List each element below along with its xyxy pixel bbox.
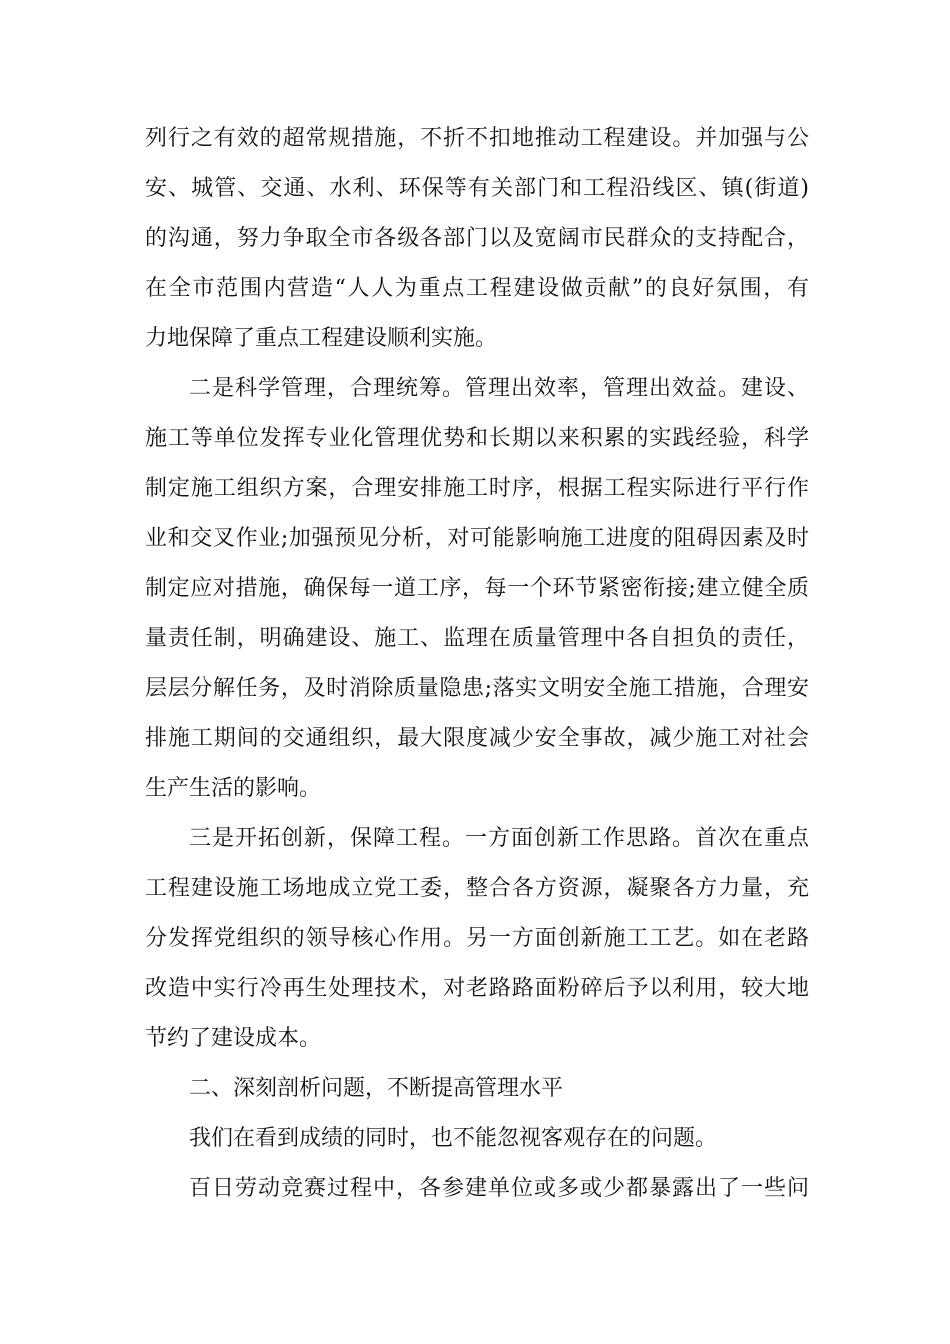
heading-text: 二、深刻剖析问题，不断提高管理水平: [189, 1076, 564, 1101]
text-line: 排施工期间的交通组织，最大限度减少安全事故，减少施工对社会: [145, 726, 809, 751]
paragraph-1: [145, 126, 809, 376]
text-line: 二是科学管理，合理统筹。管理出效率，管理出效益。建设、: [189, 376, 809, 401]
paragraph-2: [145, 376, 809, 826]
text-line: 力地保障了重点工程建设顺利实施。: [145, 326, 498, 351]
text-line: 业和交叉作业;加强预见分析，对可能影响施工进度的阻碍因素及时: [145, 526, 809, 551]
text-line: 列行之有效的超常规措施，不折不扣地推动工程建设。并加强与公: [145, 126, 809, 151]
text-line: 安、城管、交通、水利、环保等有关部门和工程沿线区、镇(街道): [145, 176, 809, 201]
text-line: 量责任制，明确建设、施工、监理在质量管理中各自担负的责任，: [145, 626, 809, 651]
text-line: 制定施工组织方案，合理安排施工时序，根据工程实际进行平行作: [145, 476, 809, 501]
text-line: 三是开拓创新，保障工程。一方面创新工作思路。首次在重点: [189, 826, 809, 851]
text-line: 节约了建设成本。: [145, 1026, 322, 1051]
paragraph-5: [145, 1126, 809, 1176]
section-heading: [145, 1076, 809, 1126]
paragraph-3: [145, 826, 809, 1076]
text-line: 的沟通，努力争取全市各级各部门以及宽阔市民群众的支持配合，: [145, 226, 809, 251]
text-line: 层层分解任务，及时消除质量隐患;落实文明安全施工措施，合理安: [145, 676, 809, 701]
text-line: 工程建设施工场地成立党工委，整合各方资源，凝聚各方力量，充: [145, 876, 809, 901]
text-line: 百日劳动竞赛过程中，各参建单位或多或少都暴露出了一些问: [189, 1176, 809, 1201]
text-line: 改造中实行冷再生处理技术，对老路路面粉碎后予以利用，较大地: [145, 976, 809, 1001]
document-body: [145, 126, 809, 1226]
paragraph-6: [145, 1176, 809, 1226]
text-line: 生产生活的影响。: [145, 776, 322, 801]
text-line: 施工等单位发挥专业化管理优势和长期以来积累的实践经验，科学: [145, 426, 809, 451]
text-line: 在全市范围内营造“人人为重点工程建设做贡献”的良好氛围，有: [145, 276, 809, 301]
text-line: 分发挥党组织的领导核心作用。另一方面创新施工工艺。如在老路: [145, 926, 809, 951]
text-line: 我们在看到成绩的同时，也不能忽视客观存在的问题。: [189, 1126, 718, 1151]
text-line: 制定应对措施，确保每一道工序，每一个环节紧密衔接;建立健全质: [145, 576, 809, 601]
